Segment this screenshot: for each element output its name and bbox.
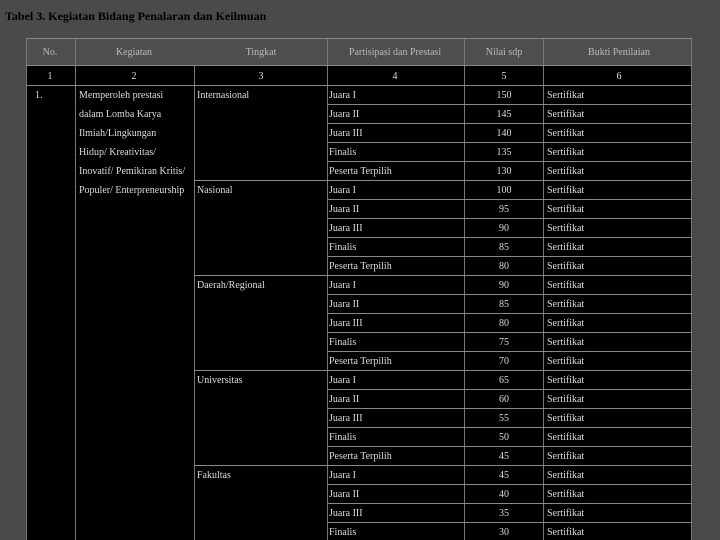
col-number: 3 xyxy=(258,71,264,82)
bukti-cell: Sertifikat xyxy=(547,394,585,405)
grid-line xyxy=(194,275,692,276)
nilai-cell: 150 xyxy=(496,90,512,101)
table-row xyxy=(26,123,692,142)
grid-line xyxy=(194,370,692,371)
col-number: 1 xyxy=(47,71,53,82)
prestasi-cell: Juara III xyxy=(329,223,363,234)
col-number: 5 xyxy=(501,71,507,82)
nilai-cell: 30 xyxy=(499,527,509,538)
grid-line xyxy=(26,65,692,66)
prestasi-cell: Juara II xyxy=(329,489,360,500)
grid-line xyxy=(26,38,692,39)
prestasi-cell: Juara III xyxy=(329,318,363,329)
kegiatan-line: Ilmiah/Lingkungan xyxy=(79,128,157,139)
tingkat-cell: Nasional xyxy=(197,185,233,196)
nilai-cell: 145 xyxy=(496,109,512,120)
prestasi-cell: Juara III xyxy=(329,128,363,139)
nilai-cell: 40 xyxy=(499,489,509,500)
bukti-cell: Sertifikat xyxy=(547,337,585,348)
table-row xyxy=(26,446,692,465)
table-row xyxy=(26,351,692,370)
bukti-cell: Sertifikat xyxy=(547,432,585,443)
prestasi-cell: Juara III xyxy=(329,508,363,519)
table-row xyxy=(26,180,692,199)
prestasi-cell: Juara I xyxy=(329,470,356,481)
tingkat-cell: Internasional xyxy=(197,90,250,101)
grid-line xyxy=(194,180,692,181)
table-row xyxy=(26,256,692,275)
col-number: 2 xyxy=(131,71,137,82)
header-no: No. xyxy=(42,47,58,58)
prestasi-cell: Finalis xyxy=(329,432,357,443)
kegiatan-line: Memperoleh prestasi xyxy=(79,90,164,101)
bukti-cell: Sertifikat xyxy=(547,356,585,367)
tingkat-cell: Universitas xyxy=(197,375,243,386)
header-tingkat: Tingkat xyxy=(245,47,277,58)
bukti-cell: Sertifikat xyxy=(547,318,585,329)
prestasi-cell: Juara II xyxy=(329,394,360,405)
table-row xyxy=(26,275,692,294)
bukti-cell: Sertifikat xyxy=(547,261,585,272)
nilai-cell: 35 xyxy=(499,508,509,519)
nilai-cell: 90 xyxy=(499,280,509,291)
bukti-cell: Sertifikat xyxy=(547,223,585,234)
table-row xyxy=(26,389,692,408)
nilai-cell: 45 xyxy=(499,470,509,481)
prestasi-cell: Juara I xyxy=(329,375,356,386)
nilai-cell: 100 xyxy=(496,185,512,196)
prestasi-cell: Juara I xyxy=(329,280,356,291)
nilai-cell: 80 xyxy=(499,318,509,329)
prestasi-cell: Finalis xyxy=(329,337,357,348)
kegiatan-line: Inovatif/ Pemikiran Kritis/ xyxy=(79,166,186,177)
table-row xyxy=(26,370,692,389)
nilai-cell: 80 xyxy=(499,261,509,272)
table-row xyxy=(26,142,692,161)
nilai-cell: 85 xyxy=(499,242,509,253)
table-row xyxy=(26,522,692,540)
table-row xyxy=(26,332,692,351)
bukti-cell: Sertifikat xyxy=(547,128,585,139)
header-prestasi: Partisipasi dan Prestasi xyxy=(348,47,442,58)
bukti-cell: Sertifikat xyxy=(547,375,585,386)
header-nilai: Nilai sdp xyxy=(485,47,523,58)
prestasi-cell: Peserta Terpilih xyxy=(329,166,392,177)
nilai-cell: 140 xyxy=(496,128,512,139)
nilai-cell: 90 xyxy=(499,223,509,234)
bukti-cell: Sertifikat xyxy=(547,166,585,177)
kegiatan-line: Populer/ Enterpreneurship xyxy=(79,185,185,196)
prestasi-cell: Peserta Terpilih xyxy=(329,356,392,367)
nilai-cell: 95 xyxy=(499,204,509,215)
table-row xyxy=(26,199,692,218)
nilai-cell: 130 xyxy=(496,166,512,177)
table-row xyxy=(26,294,692,313)
table-row xyxy=(26,503,692,522)
bukti-cell: Sertifikat xyxy=(547,147,585,158)
nilai-cell: 75 xyxy=(499,337,509,348)
header-bukti: Bukti Penilaian xyxy=(588,47,650,58)
bukti-cell: Sertifikat xyxy=(547,413,585,424)
prestasi-cell: Juara I xyxy=(329,185,356,196)
bukti-cell: Sertifikat xyxy=(547,204,585,215)
bukti-cell: Sertifikat xyxy=(547,527,585,538)
kegiatan-line: dalam Lomba Karya xyxy=(79,109,162,120)
prestasi-cell: Juara II xyxy=(329,299,360,310)
prestasi-cell: Peserta Terpilih xyxy=(329,451,392,462)
bukti-cell: Sertifikat xyxy=(547,508,585,519)
prestasi-cell: Juara I xyxy=(329,90,356,101)
col-number: 4 xyxy=(392,71,398,82)
bukti-cell: Sertifikat xyxy=(547,109,585,120)
tingkat-cell: Daerah/Regional xyxy=(197,280,265,291)
table-row xyxy=(26,313,692,332)
table-row xyxy=(26,427,692,446)
table-row xyxy=(26,484,692,503)
table-title: Tabel 3. Kegiatan Bidang Penalaran dan Keilmuan xyxy=(5,9,267,23)
table-row xyxy=(26,161,692,180)
kegiatan-line: Hidup/ Kreativitas/ xyxy=(79,147,156,158)
table-row xyxy=(26,85,692,104)
nilai-cell: 65 xyxy=(499,375,509,386)
bukti-cell: Sertifikat xyxy=(547,185,585,196)
header-kegiatan: Kegiatan xyxy=(115,47,153,58)
prestasi-cell: Juara III xyxy=(329,413,363,424)
bukti-cell: Sertifikat xyxy=(547,242,585,253)
prestasi-cell: Finalis xyxy=(329,147,357,158)
table-row xyxy=(26,465,692,484)
prestasi-cell: Peserta Terpilih xyxy=(329,261,392,272)
bukti-cell: Sertifikat xyxy=(547,489,585,500)
row-number: 1. xyxy=(35,90,43,101)
prestasi-cell: Juara II xyxy=(329,204,360,215)
bukti-cell: Sertifikat xyxy=(547,451,585,462)
prestasi-cell: Finalis xyxy=(329,527,357,538)
bukti-cell: Sertifikat xyxy=(547,470,585,481)
nilai-cell: 45 xyxy=(499,451,509,462)
nilai-cell: 85 xyxy=(499,299,509,310)
bukti-cell: Sertifikat xyxy=(547,90,585,101)
grid-line xyxy=(194,465,692,466)
nilai-cell: 60 xyxy=(499,394,509,405)
nilai-cell: 135 xyxy=(496,147,512,158)
table-row xyxy=(26,408,692,427)
table-row xyxy=(26,104,692,123)
prestasi-cell: Finalis xyxy=(329,242,357,253)
nilai-cell: 50 xyxy=(499,432,509,443)
bukti-cell: Sertifikat xyxy=(547,280,585,291)
nilai-cell: 70 xyxy=(499,356,509,367)
bukti-cell: Sertifikat xyxy=(547,299,585,310)
col-number: 6 xyxy=(616,71,622,82)
achievement-table xyxy=(26,38,692,540)
prestasi-cell: Juara II xyxy=(329,109,360,120)
nilai-cell: 55 xyxy=(499,413,509,424)
table-row xyxy=(26,218,692,237)
table-row xyxy=(26,237,692,256)
tingkat-cell: Fakultas xyxy=(197,470,231,481)
